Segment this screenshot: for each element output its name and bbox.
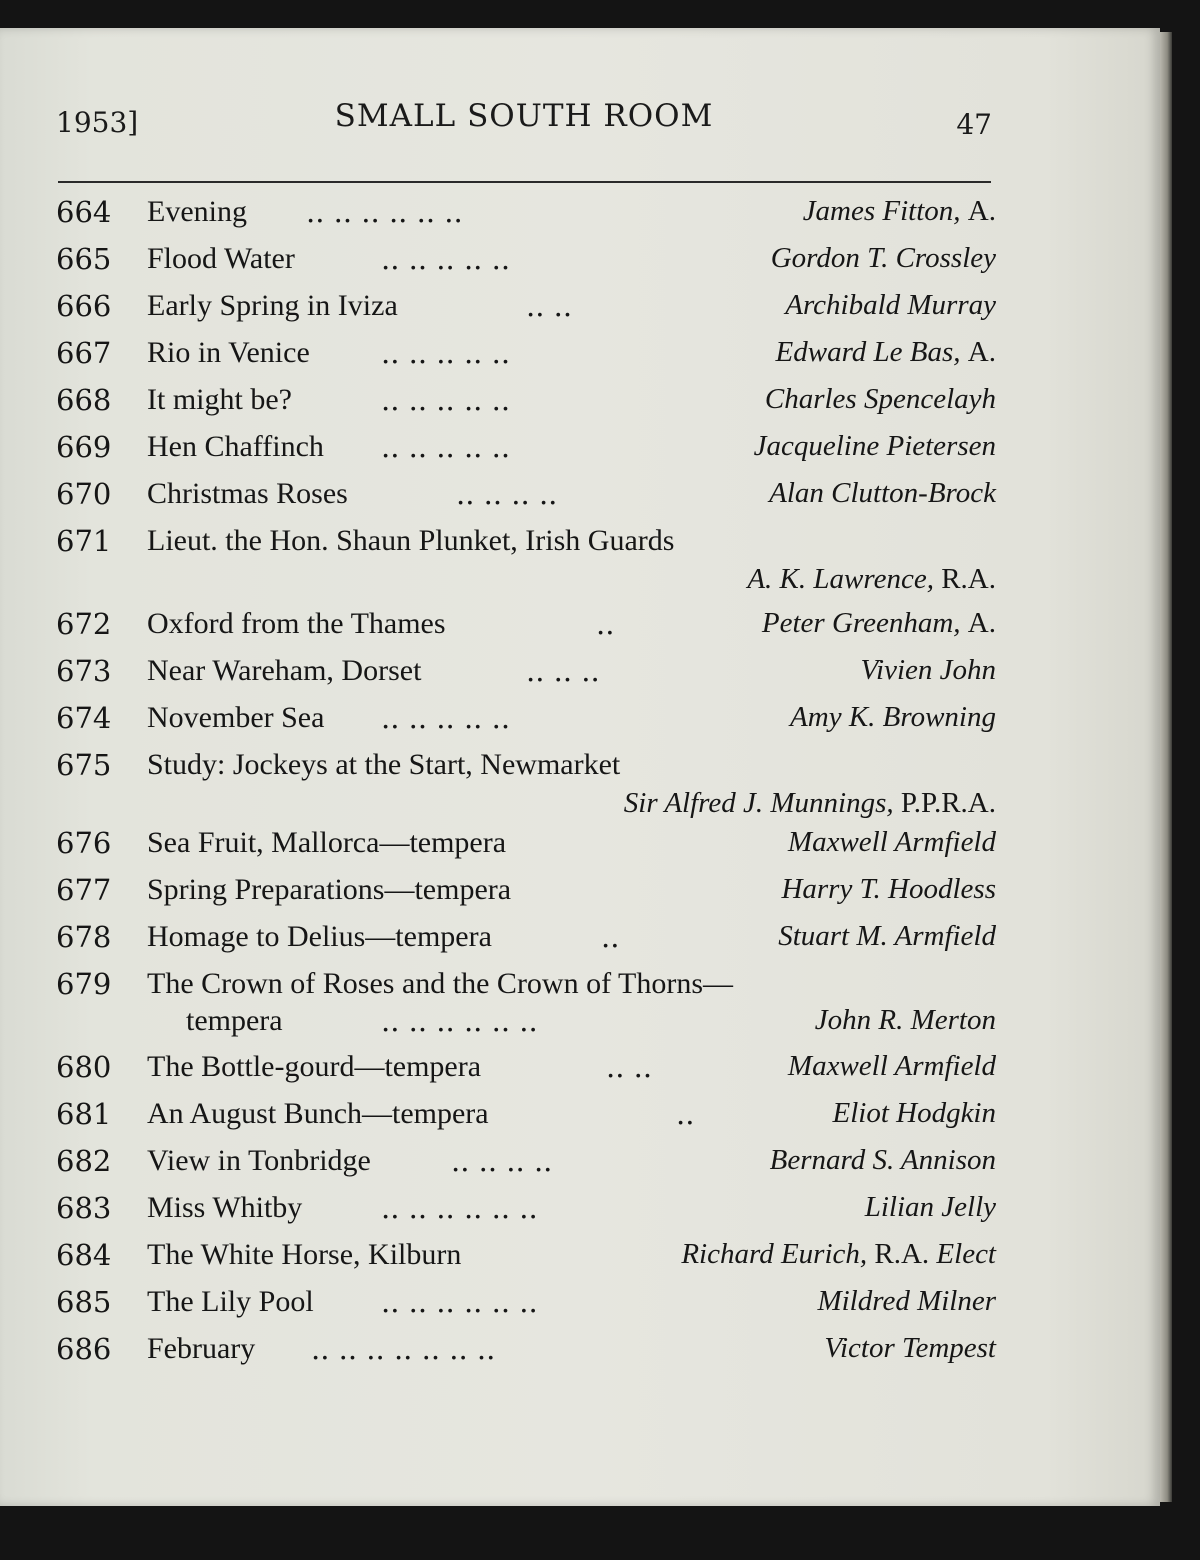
entry-title: Homage to Delius—tempera <box>147 920 492 953</box>
entry-title: Flood Water <box>147 242 295 275</box>
catalogue-entry <box>56 289 996 335</box>
artist-name: Victor Tempest <box>824 1332 996 1364</box>
artist-name: A. K. Lawrence, <box>747 563 934 595</box>
catalogue-entry <box>56 1097 996 1143</box>
entry-number: 676 <box>56 826 112 860</box>
catalogue-entry <box>56 477 996 523</box>
entry-artist <box>785 289 996 322</box>
entry-title: The White Horse, Kilburn <box>147 1238 462 1271</box>
catalogue-entry <box>56 607 996 653</box>
dot-leaders: .. .. .. .. .. .. .. <box>311 1332 496 1366</box>
dot-leaders: .. .. .. .. .. .. <box>381 1285 538 1319</box>
book-page-edge <box>1160 32 1172 1502</box>
catalogue-entry <box>56 524 996 608</box>
artist-name: Maxwell Armfield <box>787 1050 996 1082</box>
artist-name: Harry T. Hoodless <box>781 873 996 905</box>
header-year: 1953] <box>56 106 139 139</box>
entry-number: 684 <box>56 1238 112 1272</box>
entry-artist <box>681 1238 996 1271</box>
catalogue-entry <box>56 1191 996 1237</box>
entry-title: Study: Jockeys at the Start, Newmarket <box>147 748 621 781</box>
artist-name: Lilian Jelly <box>864 1191 996 1223</box>
dot-leaders: .. .. .. .. .. .. <box>381 1004 538 1038</box>
catalogue-entry <box>56 748 996 832</box>
entry-artist <box>762 607 996 640</box>
entry-title-continuation: tempera <box>186 1004 283 1037</box>
header-page-number: 47 <box>956 108 992 141</box>
entry-artist <box>754 430 996 463</box>
catalogue-entry <box>56 701 996 747</box>
dot-leaders: .. .. .. .. .. <box>381 430 511 464</box>
entry-number: 675 <box>56 748 112 782</box>
artist-suffix: R.A. <box>874 1238 930 1270</box>
entry-artist <box>815 1004 996 1037</box>
entry-number: 670 <box>56 477 112 511</box>
entry-number: 680 <box>56 1050 112 1084</box>
entry-title: November Sea <box>147 701 325 734</box>
entry-number: 672 <box>56 607 112 641</box>
entry-title: Oxford from the Thames <box>147 607 446 640</box>
artist-name: Edward Le Bas, <box>775 336 961 368</box>
catalogue-entry <box>56 242 996 288</box>
entry-number: 677 <box>56 873 112 907</box>
entry-number: 669 <box>56 430 112 464</box>
dot-leaders: .. <box>676 1097 695 1131</box>
catalogue-entry <box>56 967 996 1051</box>
entry-artist <box>860 654 996 687</box>
entry-artist <box>747 563 996 596</box>
entry-artist <box>788 1050 996 1083</box>
artist-name: Alan Clutton-Brock <box>769 477 996 509</box>
entry-artist <box>788 826 996 859</box>
entry-number: 667 <box>56 336 112 370</box>
entry-artist <box>824 1332 996 1365</box>
entry-artist <box>817 1285 996 1318</box>
catalogue-entry <box>56 920 996 966</box>
entry-title: The Lily Pool <box>147 1285 314 1318</box>
catalogue-entry <box>56 195 996 241</box>
dot-leaders: .. .. .. .. .. .. <box>306 195 463 229</box>
artist-name: Charles Spencelayh <box>764 383 996 415</box>
entry-number: 671 <box>56 524 112 558</box>
catalogue-entry <box>56 383 996 429</box>
entry-artist <box>781 873 996 906</box>
artist-name: Stuart M. Armfield <box>778 920 996 952</box>
entry-artist <box>776 336 996 369</box>
entry-artist <box>778 920 996 953</box>
entry-artist <box>865 1191 996 1224</box>
catalogue-entry <box>56 1332 996 1378</box>
entry-number: 673 <box>56 654 112 688</box>
artist-name: Vivien John <box>860 654 996 686</box>
entry-title: It might be? <box>147 383 292 416</box>
entry-artist <box>771 242 996 275</box>
entry-title: Lieut. the Hon. Shaun Plunket, Irish Guards <box>147 524 675 557</box>
dot-leaders: .. <box>601 920 620 954</box>
entry-number: 685 <box>56 1285 112 1319</box>
entry-title: Sea Fruit, Mallorca—tempera <box>147 826 507 859</box>
catalogue-entry <box>56 430 996 476</box>
artist-name: Mildred Milner <box>817 1285 996 1317</box>
artist-name: John R. Merton <box>814 1004 996 1036</box>
catalogue-entry <box>56 336 996 382</box>
entry-artist <box>769 477 996 510</box>
entry-artist <box>803 195 996 228</box>
dot-leaders: .. <box>596 607 615 641</box>
entry-artist <box>832 1097 996 1130</box>
artist-suffix: A. <box>967 195 996 227</box>
dot-leaders: .. .. .. .. .. <box>381 242 511 276</box>
artist-name: Sir Alfred J. Munnings, <box>623 787 894 819</box>
artist-name: Amy K. Browning <box>790 701 996 733</box>
page-header <box>56 98 992 158</box>
artist-suffix: P.P.R.A. <box>900 787 996 819</box>
entry-title: Rio in Venice <box>147 336 310 369</box>
entry-number: 679 <box>56 967 112 1001</box>
entry-title: Evening <box>147 195 247 228</box>
entry-artist <box>790 701 996 734</box>
artist-name: Peter Greenham, <box>761 607 961 639</box>
entry-number: 668 <box>56 383 112 417</box>
entry-title: Miss Whitby <box>147 1191 303 1224</box>
artist-name: Richard Eurich, <box>681 1238 868 1270</box>
dot-leaders: .. .. .. .. .. .. <box>381 1191 538 1225</box>
dot-leaders: .. .. .. .. <box>451 1144 553 1178</box>
entry-artist <box>770 1144 996 1177</box>
entry-title: View in Tonbridge <box>147 1144 371 1177</box>
entry-number: 686 <box>56 1332 112 1366</box>
catalogue-entry <box>56 1050 996 1096</box>
dot-leaders: .. .. .. .. .. <box>381 336 511 370</box>
dot-leaders: .. .. .. .. <box>456 477 558 511</box>
entry-number: 682 <box>56 1144 112 1178</box>
entry-number: 681 <box>56 1097 112 1131</box>
artist-name: Gordon T. Crossley <box>770 242 996 274</box>
artist-name: Archibald Murray <box>785 289 996 321</box>
catalogue-entry <box>56 873 996 919</box>
artist-name: Maxwell Armfield <box>787 826 996 858</box>
entry-title: Spring Preparations—tempera <box>147 873 512 906</box>
header-title: SMALL SOUTH ROOM <box>334 98 714 134</box>
entry-title: Christmas Roses <box>147 477 348 510</box>
dot-leaders: .. .. <box>526 289 573 323</box>
catalogue-entry <box>56 1285 996 1331</box>
entry-title: The Crown of Roses and the Crown of Thorns— <box>147 967 734 1000</box>
catalogue-entry <box>56 826 996 872</box>
entry-artist <box>624 787 996 820</box>
dot-leaders: .. .. <box>606 1050 653 1084</box>
artist-suffix-elect: Elect <box>936 1238 996 1270</box>
catalogue-entry <box>56 654 996 700</box>
artist-name: Jacqueline Pietersen <box>753 430 996 462</box>
entry-title: An August Bunch—tempera <box>147 1097 489 1130</box>
entry-number: 665 <box>56 242 112 276</box>
entry-artist <box>765 383 996 416</box>
entry-title: February <box>147 1332 256 1365</box>
catalogue-entry <box>56 1238 996 1284</box>
artist-name: Bernard S. Annison <box>769 1144 996 1176</box>
entry-number: 683 <box>56 1191 112 1225</box>
header-rule <box>58 181 991 183</box>
artist-name: James Fitton, <box>802 195 961 227</box>
artist-name: Eliot Hodgkin <box>832 1097 996 1129</box>
dot-leaders: .. .. .. .. .. <box>381 383 511 417</box>
entry-number: 664 <box>56 195 112 229</box>
entry-number: 674 <box>56 701 112 735</box>
artist-suffix: A. <box>967 607 996 639</box>
artist-suffix: A. <box>967 336 996 368</box>
entry-title: Near Wareham, Dorset <box>147 654 422 687</box>
dot-leaders: .. .. .. .. .. <box>381 701 511 735</box>
entry-number: 666 <box>56 289 112 323</box>
dot-leaders: .. .. .. <box>526 654 600 688</box>
entry-title: The Bottle-gourd—tempera <box>147 1050 482 1083</box>
entry-number: 678 <box>56 920 112 954</box>
entry-title: Early Spring in Iviza <box>147 289 398 322</box>
artist-suffix: R.A. <box>941 563 996 595</box>
entry-title: Hen Chaffinch <box>147 430 324 463</box>
catalogue-entry <box>56 1144 996 1190</box>
